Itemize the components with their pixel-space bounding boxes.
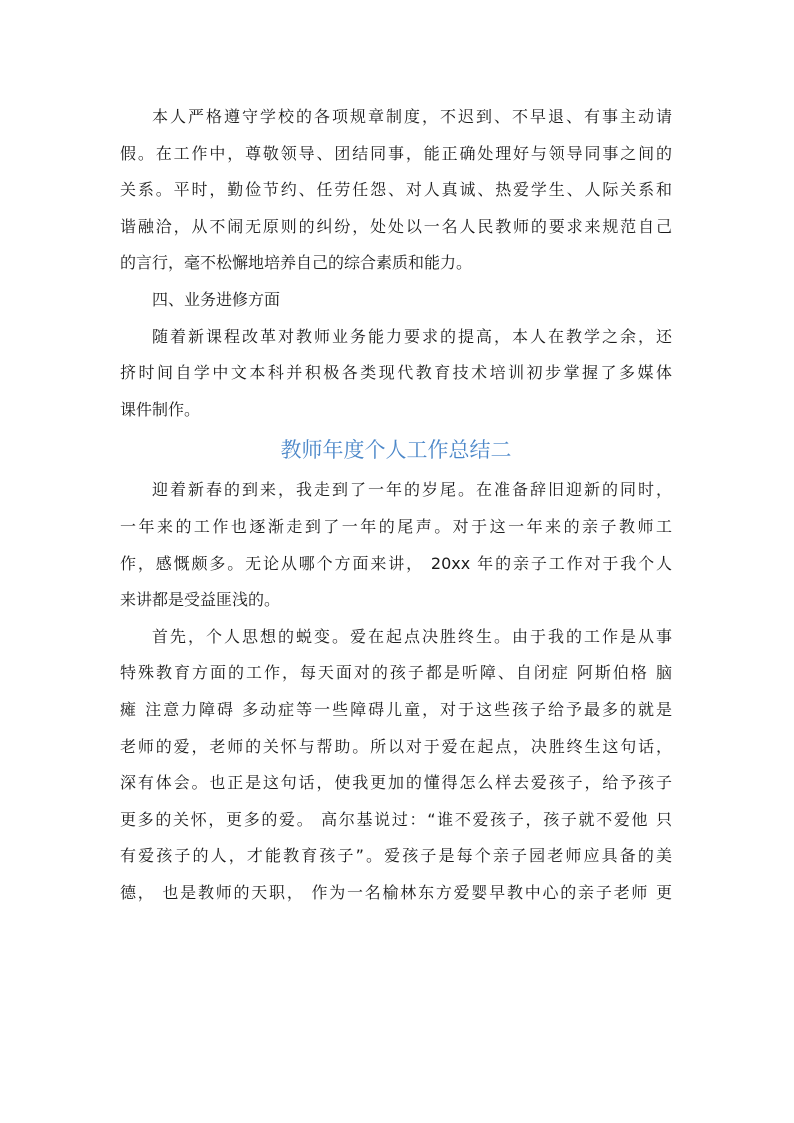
paragraph-line: 特殊教育方面的工作，每天面对的孩子都是听障、自闭症 阿斯伯格 脑 bbox=[120, 663, 672, 683]
paragraph-line: 挤时间自学中文本科并积极各类现代教育技术培训初步掌握了多媒体 bbox=[120, 363, 672, 383]
paragraph-line: 的言行，毫不松懈地培养自己的综合素质和能力。 bbox=[120, 253, 473, 273]
paragraph-line: 作，感慨颇多。无论从哪个方面来讲， 20xx 年的亲子工作对于我个人 bbox=[120, 553, 672, 573]
paragraph-line: 本人严格遵守学校的各项规章制度，不迟到、不早退、有事主动请 bbox=[152, 107, 672, 126]
section-heading: 四、业务进修方面 bbox=[152, 289, 281, 309]
document-title: 教师年度个人工作总结二 bbox=[280, 438, 512, 463]
document-page bbox=[120, 99, 672, 911]
paragraph-line: 关系。平时，勤俭节约、任劳任怨、对人真诚、热爱学生、人际关系和 bbox=[120, 180, 672, 200]
paragraph-line: 谐融洽，从不闹无原则的纠纷，处处以一名人民教师的要求来规范自己 bbox=[120, 216, 672, 236]
paragraph-line: 深有体会。也正是这句话，使我更加的懂得怎么样去爱孩子，给予孩子 bbox=[120, 773, 672, 793]
paragraph-line: 一年来的工作也逐渐走到了一年的尾声。对于这一年来的亲子教师工 bbox=[120, 516, 672, 536]
paragraph-line: 迎着新春的到来，我走到了一年的岁尾。在准备辞旧迎新的同时， bbox=[152, 480, 672, 500]
paragraph-line: 老师的爱，老师的关怀与帮助。所以对于爱在起点，决胜终生这句话， bbox=[120, 736, 672, 756]
paragraph-line: 来讲都是受益匪浅的。 bbox=[120, 590, 281, 610]
paragraph-line: 更多的关怀，更多的爱。 高尔基说过：“谁不爱孩子，孩子就不爱他 只 bbox=[120, 809, 672, 829]
paragraph-line: 假。在工作中，尊敬领导、团结同事，能正确处理好与领导同事之间的 bbox=[120, 143, 672, 163]
paragraph-line: 随着新课程改革对教师业务能力要求的提高，本人在教学之余，还 bbox=[152, 326, 672, 346]
paragraph-line: 德， 也是教师的天职， 作为一名榆林东方爱婴早教中心的亲子老师 更 bbox=[120, 882, 672, 902]
paragraph-line: 首先，个人思想的蜕变。爱在起点决胜终生。由于我的工作是从事 bbox=[152, 626, 672, 646]
paragraph-line: 有爱孩子的人，才能教育孩子”。爱孩子是每个亲子园老师应具备的美 bbox=[120, 846, 672, 866]
paragraph-line: 瘫 注意力障碍 多动症等一些障碍儿童，对于这些孩子给予最多的就是 bbox=[120, 699, 672, 719]
paragraph-line: 课件制作。 bbox=[120, 399, 201, 419]
